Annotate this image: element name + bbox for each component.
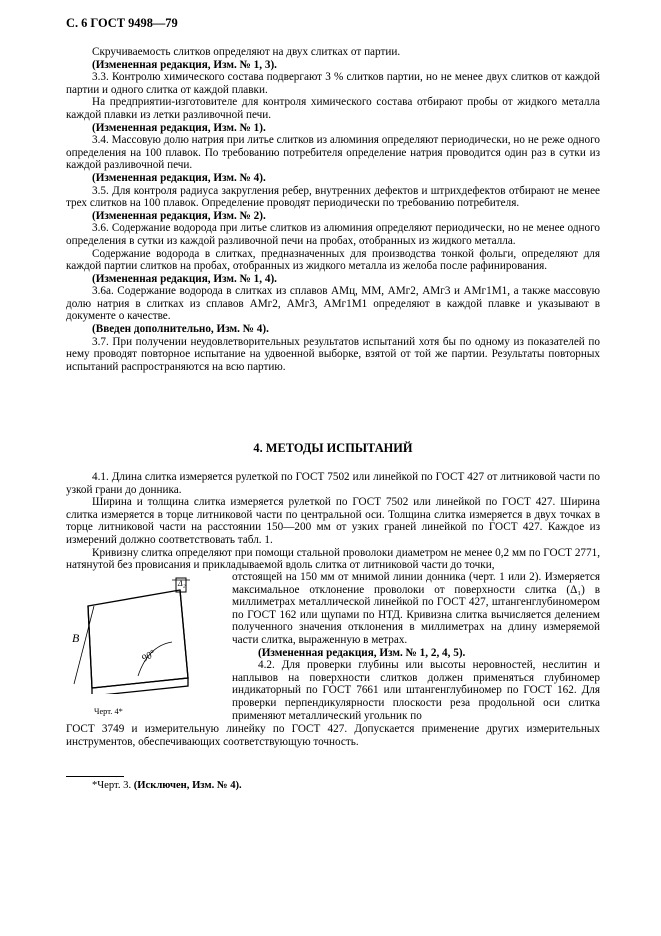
ingot-top-face (88, 590, 188, 688)
wrapped-text-block (232, 571, 600, 722)
section-title: 4. МЕТОДЫ ИСПЫТАНИЙ (253, 441, 413, 455)
paragraph: Кривизну слитка определяют при помощи стальной проволоки диаметром не менее 0,2 мм по ГОСТ 2771, натянутой без провисания и прикладываемой вдоль слитка от литниковой части до точки, (66, 546, 600, 572)
page-header: С. 6 ГОСТ 9498—79 (66, 16, 178, 30)
paragraph: 4.2. Для проверки глубины или высоты неровностей, неслитин и наплывов на поверхности слитков должен применяться глубиномер индикаторный по ГОСТ 7661 или штангенглубиномер по ГОСТ 162. Для проверки перпендикулярности плоскости реза продольной оси слитка применяют металлический угольник по (232, 659, 600, 722)
edition-note: (Измененная редакция, Изм. № 1). (92, 121, 266, 134)
edition-note: (Измененная редакция, Изм. № 4). (92, 171, 266, 184)
paragraph: Скручиваемость слитков определяют на двух слитках от партии. (92, 46, 401, 58)
ingot-drawing (68, 576, 220, 694)
paragraph: 3.5. Для контроля радиуса закругления ребер, внутренних дефектов и штрихдефектов отбирают не менее трех слитков на 100 плавок. Определение проводят периодически по требованию потребителя. (66, 184, 600, 210)
bottom-text-block (66, 723, 600, 748)
paragraph: 3.4. Массовую долю натрия при литье слитков из алюминия определяют периодически, но не реже одного определения на 100 плавок. По требованию потребителя определение натрия проводится один раз в сутки из каждой разливочной печи. (66, 134, 600, 172)
paragraph: 3.7. При получении неудовлетворительных результатов испытаний хотя бы по одному из показателей по нему проводят повторное испытание на удвоенной выборке, взятой от той же партии. Результаты повторных испытаний распространяются на всю партию. (66, 335, 600, 373)
paragraph: ГОСТ 3749 и измерительную линейку по ГОСТ 427. Допускается применение других измерительных инструментов, обеспечивающих соответствующую точность. (66, 723, 600, 748)
edition-note: (Измененная редакция, Изм. № 1, 4). (92, 272, 277, 285)
paragraph: отстоящей на 150 мм от мнимой линии донника (черт. 1 или 2). Измеряется максимальное отклонение проволоки от поверхности слитка (Δ₁) в миллиметрах металлической линейкой по ГОСТ 427, штангенглубиномером по ГОСТ 162 или щупами по НТД. Кривизна слитка вычисляется делением полученного значения отклонения в миллиметрах на длину измеряемой части слитка, выраженную в метрах. (232, 571, 600, 646)
paragraph: Содержание водорода в слитках, предназначенных для производства тонкой фольги, определяют для каждой партии слитков на пробах, отобранных из жидкого металла из желоба после рафинирования. (66, 247, 600, 273)
footnote-text: (Исключен, Изм. № 4). (133, 780, 242, 791)
edition-note: (Измененная редакция, Изм. № 1, 2, 4, 5). (258, 646, 466, 659)
edition-note: (Измененная редакция, Изм. № 2). (92, 209, 266, 222)
ingot-edge (88, 606, 92, 688)
ingot-front-face (92, 678, 188, 694)
paragraph: 3.6. Содержание водорода при литье слитков из алюминия определяют периодически, но не менее одного определения в сутки из каждой разливочной печи на пробах, отобранных из жидкого металла. (66, 222, 600, 247)
footnote (92, 780, 242, 793)
delta-label: Δ₂ (178, 579, 186, 588)
paragraph: 3.3. Контролю химического состава подвергают 3 % слитков партии, но не менее двух слитков от каждой партии и одного слитка от каждой плавки. (66, 71, 600, 96)
footnote-prefix: *Черт. 3. (92, 780, 132, 791)
edition-note: (Измененная редакция, Изм. № 1, 3). (92, 58, 277, 71)
paragraph: Ширина и толщина слитка измеряется рулеткой по ГОСТ 7502 или линейкой по ГОСТ 427. Ширина слитка измеряется в торце литниковой части по центральной оси. Толщина слитка измеряется в двух точках в торце литниковой части на расстоянии 150—200 мм от узких граней линейкой по ГОСТ 427. Каждое из измерений должно соответствовать табл. 1. (66, 496, 600, 546)
paragraph: 4.1. Длина слитка измеряется рулеткой по ГОСТ 7502 или линейкой по ГОСТ 427 от литниковой части по узкой грани до донника. (66, 471, 600, 496)
paragraph: На предприятии-изготовителе для контроля химического состава отбирают пробы от жидкого металла каждой плавки из летки разливочной печи. (66, 96, 600, 121)
angle-label: 90° (140, 648, 158, 665)
figure-caption: Черт. 4* (94, 707, 123, 716)
edition-note: (Введен дополнительно, Изм. № 4). (92, 323, 269, 336)
width-label: В (72, 631, 80, 645)
mid-text-block (66, 471, 600, 572)
footnote-divider (66, 776, 124, 777)
top-text-block (66, 46, 600, 373)
ingot-edge-right (180, 590, 188, 678)
paragraph: 3.6а. Содержание водорода в слитках из сплавов АМц, ММ, АМг2, АМг3 и АМг1М1, а также массовую долю натрия в слитках из сплавов АМг2, АМг3, АМг1М1 определяют в каждой плавке и указывают в документе о качестве. (66, 285, 600, 323)
